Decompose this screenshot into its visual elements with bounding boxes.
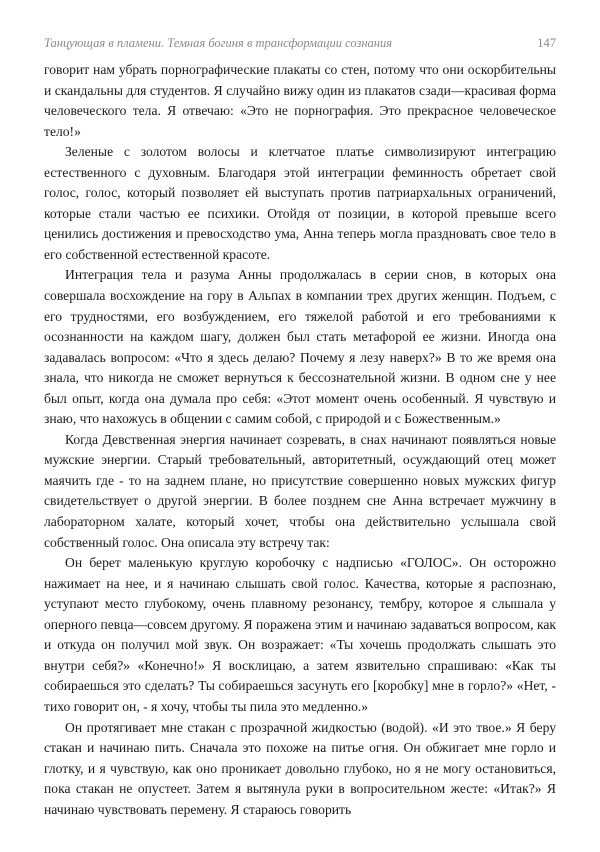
- paragraph: Он берет маленькую круглую коробочку с надписью «ГОЛОС». Он осторожно нажимает на нее, и я начинаю слышать свой голос. Качества, которые я распознаю, уступают место глубокому, очень плавному резонансу, тембру, которое я слышала у оперного певца—совсем другому. Я поражена этим и начинаю задаваться вопросом, как и откуда он получил мой звук. Он возражает: «Ты хочешь продолжать слышать это внутри себя?» «Конечно!» Я восклицаю, а затем язвительно спрашиваю: «Как ты собираешься это сделать? Ты собираешься засунуть его [коробку] мне в горло?» «Нет, - тихо говорит он, - я хочу, чтобы ты пила это медленно.»: [44, 555, 556, 714]
- paragraph: Зеленые с золотом волосы и клетчатое платье символизируют интеграцию естественного с духовным. Благодаря этой интеграции феминность обретает свой голос, голос, который позволяет ей выступать против патриархальных ограничений, которые стали частью ее психики. Отойдя от позиции, в которой превыше всего ценились достижения и превосходство ума, Анна теперь могла праздновать свое тело в его собственной естественной красоте.: [44, 144, 556, 262]
- paragraph: Он протягивает мне стакан с прозрачной жидкостью (водой). «И это твое.» Я беру стакан и начинаю пить. Сначала это похоже на питье огня. Он обжигает мне горло и глотку, и я чувствую, как оно проникает довольно глубоко, но я не могу остановиться, пока стакан не опустеет. Затем я вытянула руки в вопросительном жесте: «Итак?» Я начинаю чувствовать перемену. Я стараюсь говорить: [44, 719, 556, 817]
- body-text: [44, 60, 556, 820]
- paragraph: Интеграция тела и разума Анны продолжалась в серии снов, в которых она совершала восхождение на гору в Альпах в компании трех других женщин. Подъем, с его трудностями, его возбуждением, его тяжелой работой и его требованиями к осознанности на каждом шагу, должен был стать метафорой ее жизни. Иногда она задавалась вопросом: «Что я здесь делаю? Почему я лезу наверх?» В то же время она знала, что никогда не сможет вернуться к бессознательной жизни. В одном сне у нее был опыт, когда она думала про себя: «Этот момент очень особенный. Я чувствую и знаю, что нахожусь в общении с самим собой, с природой и с Божественным.»: [44, 267, 556, 427]
- paragraph: Когда Девственная энергия начинает созревать, в снах начинают появляться новые мужские энергии. Старый требовательный, авторитетный, осуждающий отец может маячить где - то на заднем плане, но присутствие совершенно новых мужских фигур свидетельствует о другой энергии. В более позднем сне Анна встречает мужчину в лабораторном халате, который хочет, чтобы она действительно услышала свой собственный голос. Она описала эту встречу так:: [44, 431, 556, 550]
- page-number: 147: [537, 36, 556, 50]
- paragraph: говорит нам убрать порнографические плакаты со стен, потому что они оскорбительны и скандальны для студентов. Я случайно вижу один из плакатов сзади—красивая форма человеческого тела. Я отвечаю: «Это не порнография. Это прекрасное человеческое тело!»: [44, 62, 556, 139]
- running-title: Танцующая в пламени. Темная богиня в трансформации сознания: [44, 36, 393, 50]
- book-page: [44, 32, 556, 820]
- running-header: [44, 32, 556, 56]
